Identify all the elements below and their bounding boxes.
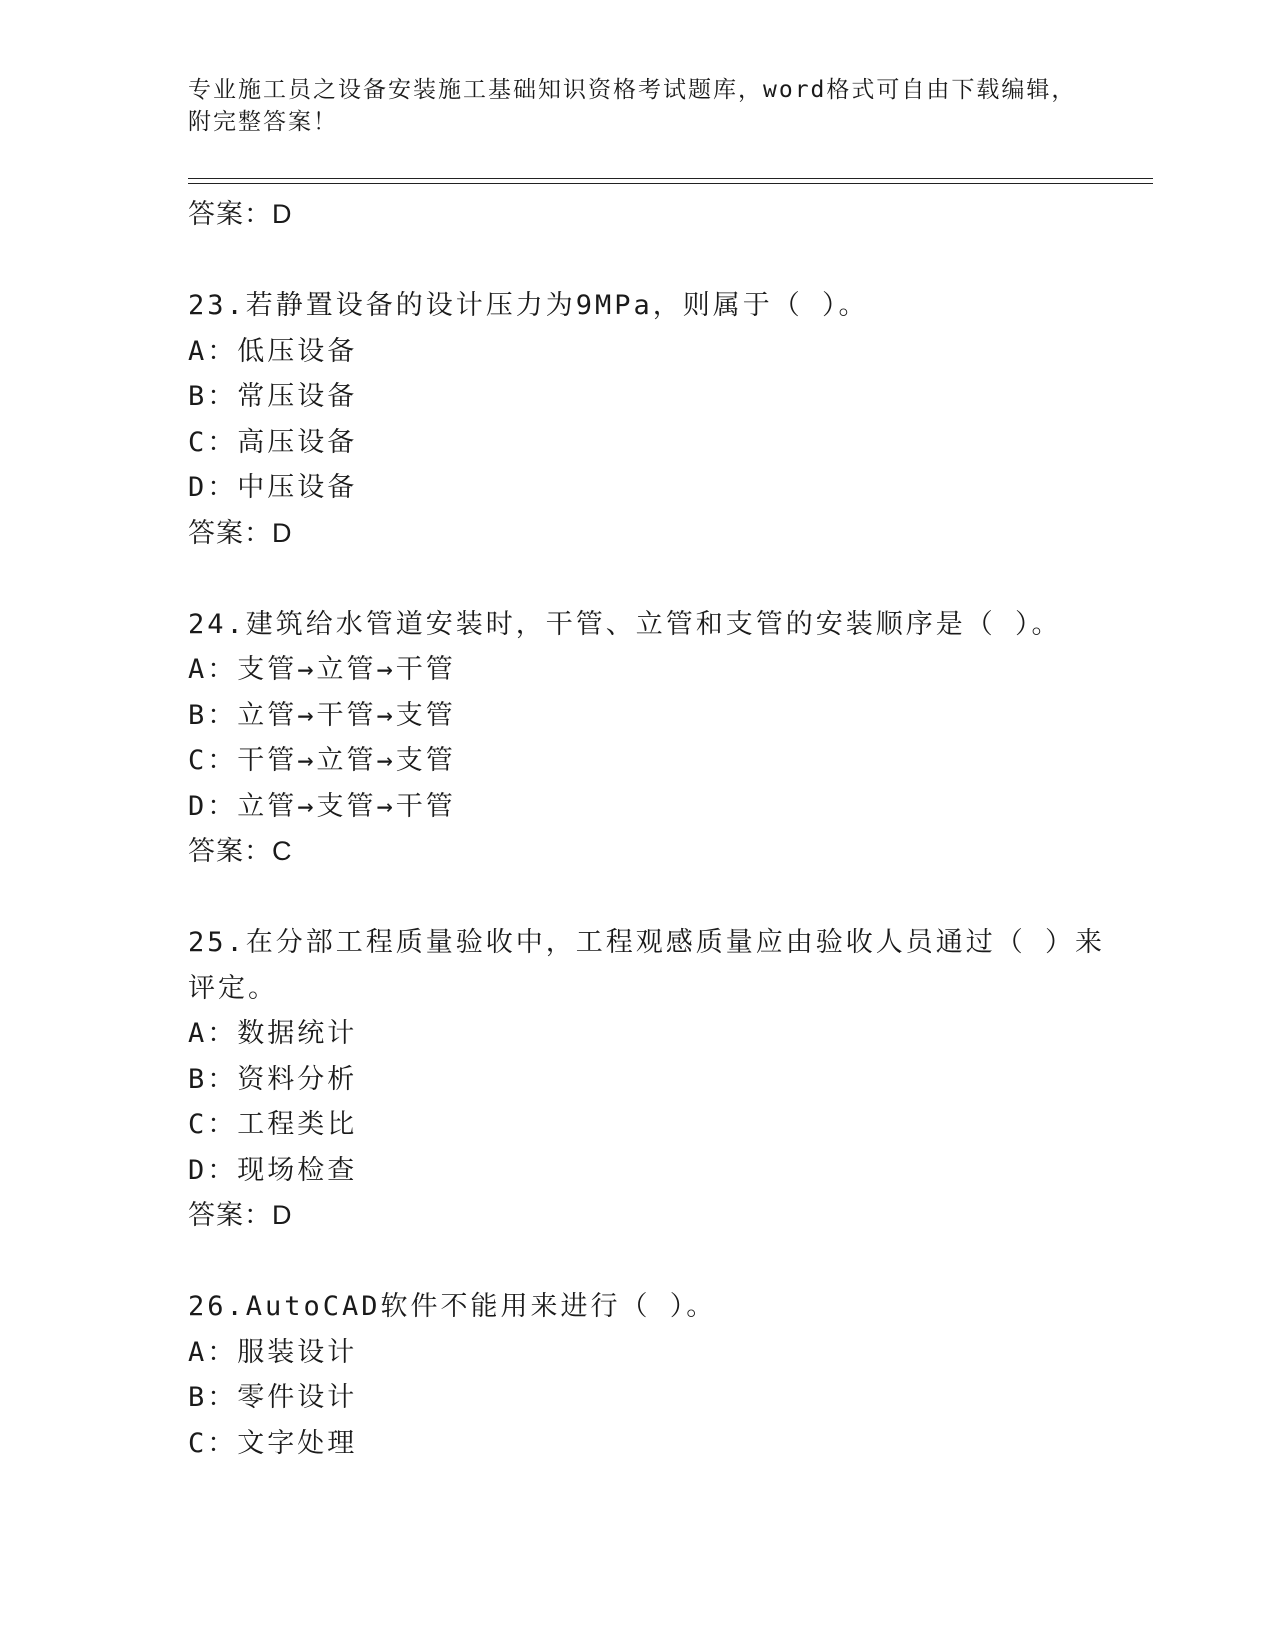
- question-text: 24.建筑给水管道安装时，干管、立管和支管的安装顺序是（ ）。: [188, 608, 1062, 640]
- answer-line: 答案：D: [188, 517, 293, 548]
- option-c: C：干管→立管→支管: [188, 745, 456, 776]
- option-c: C：工程类比: [188, 1109, 358, 1140]
- question-text-line-2: 评定。: [188, 972, 278, 1004]
- question-text: 26.AutoCAD软件不能用来进行（ ）。: [188, 1291, 717, 1322]
- question-text-line-1: 25.在分部工程质量验收中，工程观感质量应由验收人员通过（ ）来: [188, 927, 1106, 958]
- option-d: D：现场检查: [188, 1154, 358, 1186]
- question-25: [188, 920, 1106, 1239]
- answer-line: 答案：D: [188, 199, 293, 229]
- spacer: [188, 556, 1088, 602]
- option-a: A：服装设计: [188, 1336, 358, 1368]
- option-a: A：数据统计: [188, 1018, 358, 1049]
- document-header: [188, 74, 1088, 138]
- header-line-1: 专业施工员之设备安装施工基础知识资格考试题库，word格式可自由下载编辑，: [188, 77, 1077, 103]
- option-b: B：常压设备: [188, 381, 358, 412]
- option-d: D：立管→支管→干管: [188, 790, 456, 822]
- spacer: [188, 1239, 1088, 1285]
- option-b: B：零件设计: [188, 1382, 358, 1413]
- option-c: C：文字处理: [188, 1427, 358, 1459]
- option-d: D：中压设备: [188, 472, 358, 503]
- question-text: 23.若静置设备的设计压力为9MPa，则属于（ ）。: [188, 290, 869, 321]
- header-divider-top: [188, 178, 1153, 179]
- spacer: [188, 238, 1088, 284]
- header-divider-bottom: [188, 183, 1153, 184]
- option-b: B：立管→干管→支管: [188, 699, 456, 731]
- question-23: [188, 283, 1088, 556]
- option-c: C：高压设备: [188, 426, 358, 458]
- option-b: B：资料分析: [188, 1063, 358, 1095]
- answer-line: 答案：D: [188, 1200, 293, 1230]
- question-26: [188, 1284, 1088, 1466]
- option-a: A：低压设备: [188, 335, 358, 367]
- header-line-2: 附完整答案！: [188, 109, 338, 135]
- option-a: A：支管→立管→干管: [188, 654, 456, 685]
- question-list: [188, 192, 1106, 1466]
- question-24: [188, 602, 1088, 875]
- spacer: [188, 875, 1088, 921]
- answer-line: 答案：C: [188, 836, 293, 866]
